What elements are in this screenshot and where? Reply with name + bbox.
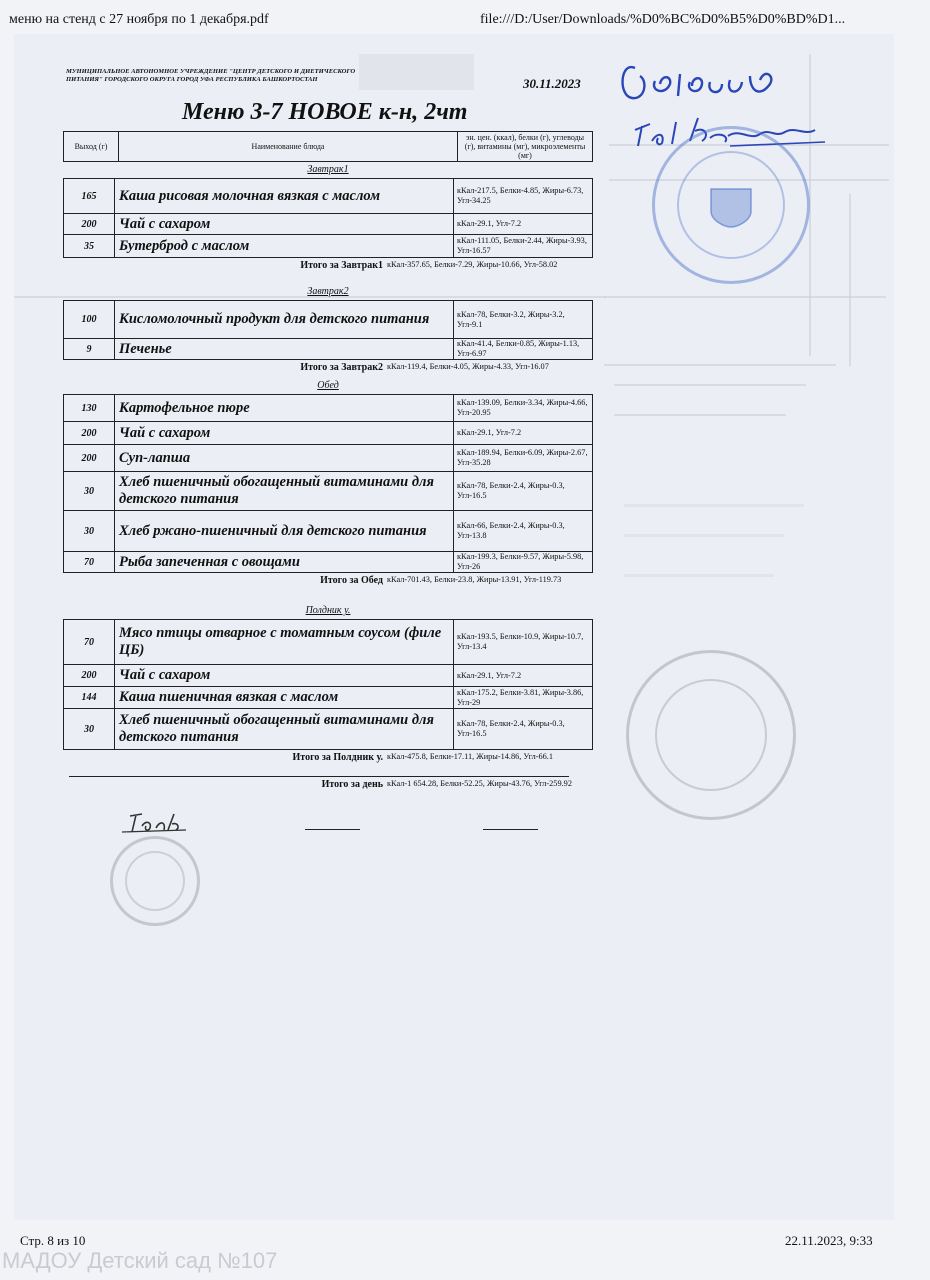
output-cell: 200 xyxy=(64,665,115,686)
menu-table xyxy=(63,131,593,803)
nutrition-cell: кКал-217.5, Белки-4.85, Жиры-6.73, Угл-34.25 xyxy=(457,186,584,205)
bleed-block xyxy=(624,534,784,537)
output-cell: 30 xyxy=(64,511,115,551)
output-cell: 165 xyxy=(64,179,115,213)
table-row xyxy=(63,178,593,214)
table-row xyxy=(63,619,593,665)
nutrition-cell: кКал-29.1, Угл-7.2 xyxy=(457,670,522,680)
total-label: Итого за Обед xyxy=(320,575,383,586)
dish-name-cell: Чай с сахаром xyxy=(115,665,454,686)
section-title: Полдник у. xyxy=(305,605,351,616)
table-header xyxy=(63,131,593,162)
faded-stamp xyxy=(626,650,796,820)
table-row xyxy=(63,445,593,472)
total-label: Итого за Полдник у. xyxy=(292,752,383,763)
dish-name-cell: Мясо птицы отварное с томатным соусом (филе ЦБ) xyxy=(115,620,454,664)
output-cell: 70 xyxy=(64,620,115,664)
total-value: кКал-701.43, Белки-23.8, Жиры-13.91, Угл-119.73 xyxy=(387,575,562,584)
total-label: Итого за Завтрак2 xyxy=(300,362,383,373)
table-row xyxy=(63,687,593,709)
dish-name-cell: Суп-лапша xyxy=(115,445,454,471)
nutrition-cell: кКал-66, Белки-2.4, Жиры-0.3, Угл-13.8 xyxy=(457,521,565,540)
table-row xyxy=(63,665,593,687)
header-dish-name: Наименование блюда xyxy=(119,132,458,161)
table-row xyxy=(63,214,593,235)
organization-name: МУНИЦИПАЛЬНОЕ АВТОНОМНОЕ УЧРЕЖДЕНИЕ "ЦЕНТР ДЕТСКОГО И ДИЕТИЧЕСКОГО ПИТАНИЯ" ГОРОДСКОГО ОКРУГА ГОРОД УФА РЕСПУБЛИКА БАШКОРТОСТАН xyxy=(66,68,356,83)
table-row xyxy=(63,235,593,258)
page-counter: Стр. 8 из 10 xyxy=(20,1233,86,1248)
signature-line xyxy=(483,829,538,830)
small-stamp xyxy=(110,836,200,926)
bleed-block xyxy=(359,54,474,90)
section-total xyxy=(63,750,593,776)
table-row xyxy=(63,552,593,573)
output-cell: 200 xyxy=(64,214,115,234)
dish-name-cell: Кисломолочный продукт для детского питания xyxy=(115,301,454,338)
nutrition-cell: кКал-78, Белки-2.4, Жиры-0.3, Угл-16.5 xyxy=(457,481,565,500)
dish-name-cell: Чай с сахаром xyxy=(115,214,454,234)
dish-name-cell: Картофельное пюре xyxy=(115,395,454,421)
table-row xyxy=(63,709,593,750)
total-value: кКал-119.4, Белки-4.05, Жиры-4.33, Угл-16.07 xyxy=(387,362,549,371)
dish-name-cell: Хлеб ржано-пшеничный для детского питания xyxy=(115,511,454,551)
nutrition-cell: кКал-111.05, Белки-2.44, Жиры-3.93, Угл-16.57 xyxy=(457,236,587,255)
nutrition-cell: кКал-41.4, Белки-0.85, Жиры-1.13, Угл-6.97 xyxy=(457,339,580,358)
dish-name-cell: Каша рисовая молочная вязкая с маслом xyxy=(115,179,454,213)
table-row xyxy=(63,472,593,511)
output-cell: 35 xyxy=(64,235,115,257)
output-cell: 130 xyxy=(64,395,115,421)
bleed-line xyxy=(614,414,786,416)
nutrition-cell: кКал-175.2, Белки-3.81, Жиры-3.86, Угл-29 xyxy=(457,687,584,707)
handwritten-signature xyxy=(120,808,190,836)
round-stamp xyxy=(652,126,810,284)
total-value: кКал-357.65, Белки-7.29, Жиры-10.66, Угл-58.02 xyxy=(387,260,558,269)
pdf-file-url: file:///D:/User/Downloads/%D0%BC%D0%B5%D0%BD%D1... xyxy=(480,12,846,27)
dish-name-cell: Каша пшеничная вязкая с маслом xyxy=(115,687,454,708)
table-row xyxy=(63,422,593,445)
day-total-value: кКал-1 654.28, Белки-52.25, Жиры-43.76, Угл-259.92 xyxy=(387,779,572,788)
nutrition-cell: кКал-78, Белки-2.4, Жиры-0.3, Угл-16.5 xyxy=(457,719,565,738)
output-cell: 100 xyxy=(64,301,115,338)
output-cell: 70 xyxy=(64,552,115,572)
section-total xyxy=(63,573,593,599)
nutrition-cell: кКал-139.09, Белки-3.34, Жиры-4.66, Угл-20.95 xyxy=(457,398,588,417)
total-label: Итого за Завтрак1 xyxy=(300,260,383,271)
bleed-line xyxy=(614,384,806,386)
table-row xyxy=(63,394,593,422)
output-cell: 30 xyxy=(64,709,115,749)
nutrition-cell: кКал-29.1, Угл-7.2 xyxy=(457,428,522,437)
nutrition-cell: кКал-78, Белки-3.2, Жиры-3.2, Угл-9.1 xyxy=(457,309,565,329)
pdf-document-title: меню на стенд с 27 ноября по 1 декабря.pdf xyxy=(9,12,269,27)
nutrition-cell: кКал-189.94, Белки-6.09, Жиры-2.67, Угл-35.28 xyxy=(457,448,588,467)
table-row xyxy=(63,339,593,360)
dish-name-cell: Чай с сахаром xyxy=(115,422,454,444)
print-datetime: 22.11.2023, 9:33 xyxy=(785,1233,873,1248)
output-cell: 200 xyxy=(64,422,115,444)
header-nutrition: эн. цен. (ккал), белки (г), углеводы (г), витамины (мг), микроэлементы (мг) xyxy=(464,133,586,160)
nutrition-cell: кКал-199.3, Белки-9.57, Жиры-5.98, Угл-26 xyxy=(457,552,584,571)
dish-name-cell: Печенье xyxy=(115,339,454,359)
table-row xyxy=(63,511,593,552)
nutrition-cell: кКал-29.1, Угл-7.2 xyxy=(457,219,522,228)
day-total-label: Итого за день xyxy=(321,779,383,790)
menu-title: Меню 3-7 НОВОЕ к-н, 2чт xyxy=(182,99,468,125)
bleed-block xyxy=(624,504,804,507)
dish-name-cell: Хлеб пшеничный обогащенный витаминами для детского питания xyxy=(115,709,454,749)
section-total xyxy=(63,360,593,378)
emblem-icon xyxy=(707,181,755,229)
document-date: 30.11.2023 xyxy=(523,76,581,91)
dish-name-cell: Рыба запеченная с овощами xyxy=(115,552,454,572)
section-total xyxy=(63,258,593,280)
section-title: Обед xyxy=(317,380,339,391)
section-title: Завтрак2 xyxy=(307,286,349,297)
output-cell: 200 xyxy=(64,445,115,471)
bleed-line xyxy=(604,296,886,298)
day-total xyxy=(63,777,593,803)
section-title: Завтрак1 xyxy=(307,164,349,175)
nutrition-cell: кКал-193.5, Белки-10.9, Жиры-10.7, Угл-13.4 xyxy=(457,632,584,651)
bleed-line xyxy=(849,194,851,366)
output-cell: 144 xyxy=(64,687,115,708)
bleed-block xyxy=(624,574,774,577)
dish-name-cell: Бутерброд с маслом xyxy=(115,235,454,257)
output-cell: 9 xyxy=(64,339,115,359)
total-value: кКал-475.8, Белки-17.11, Жиры-14.86, Угл-66.1 xyxy=(387,752,553,761)
bleed-line xyxy=(604,364,836,366)
dish-name-cell: Хлеб пшеничный обогащенный витаминами для детского питания xyxy=(115,472,454,510)
watermark-text: МАДОУ Детский сад №107 xyxy=(2,1248,278,1273)
table-row xyxy=(63,300,593,339)
header-output: Выход (г) xyxy=(64,132,119,161)
output-cell: 30 xyxy=(64,472,115,510)
signature-line xyxy=(305,829,360,830)
